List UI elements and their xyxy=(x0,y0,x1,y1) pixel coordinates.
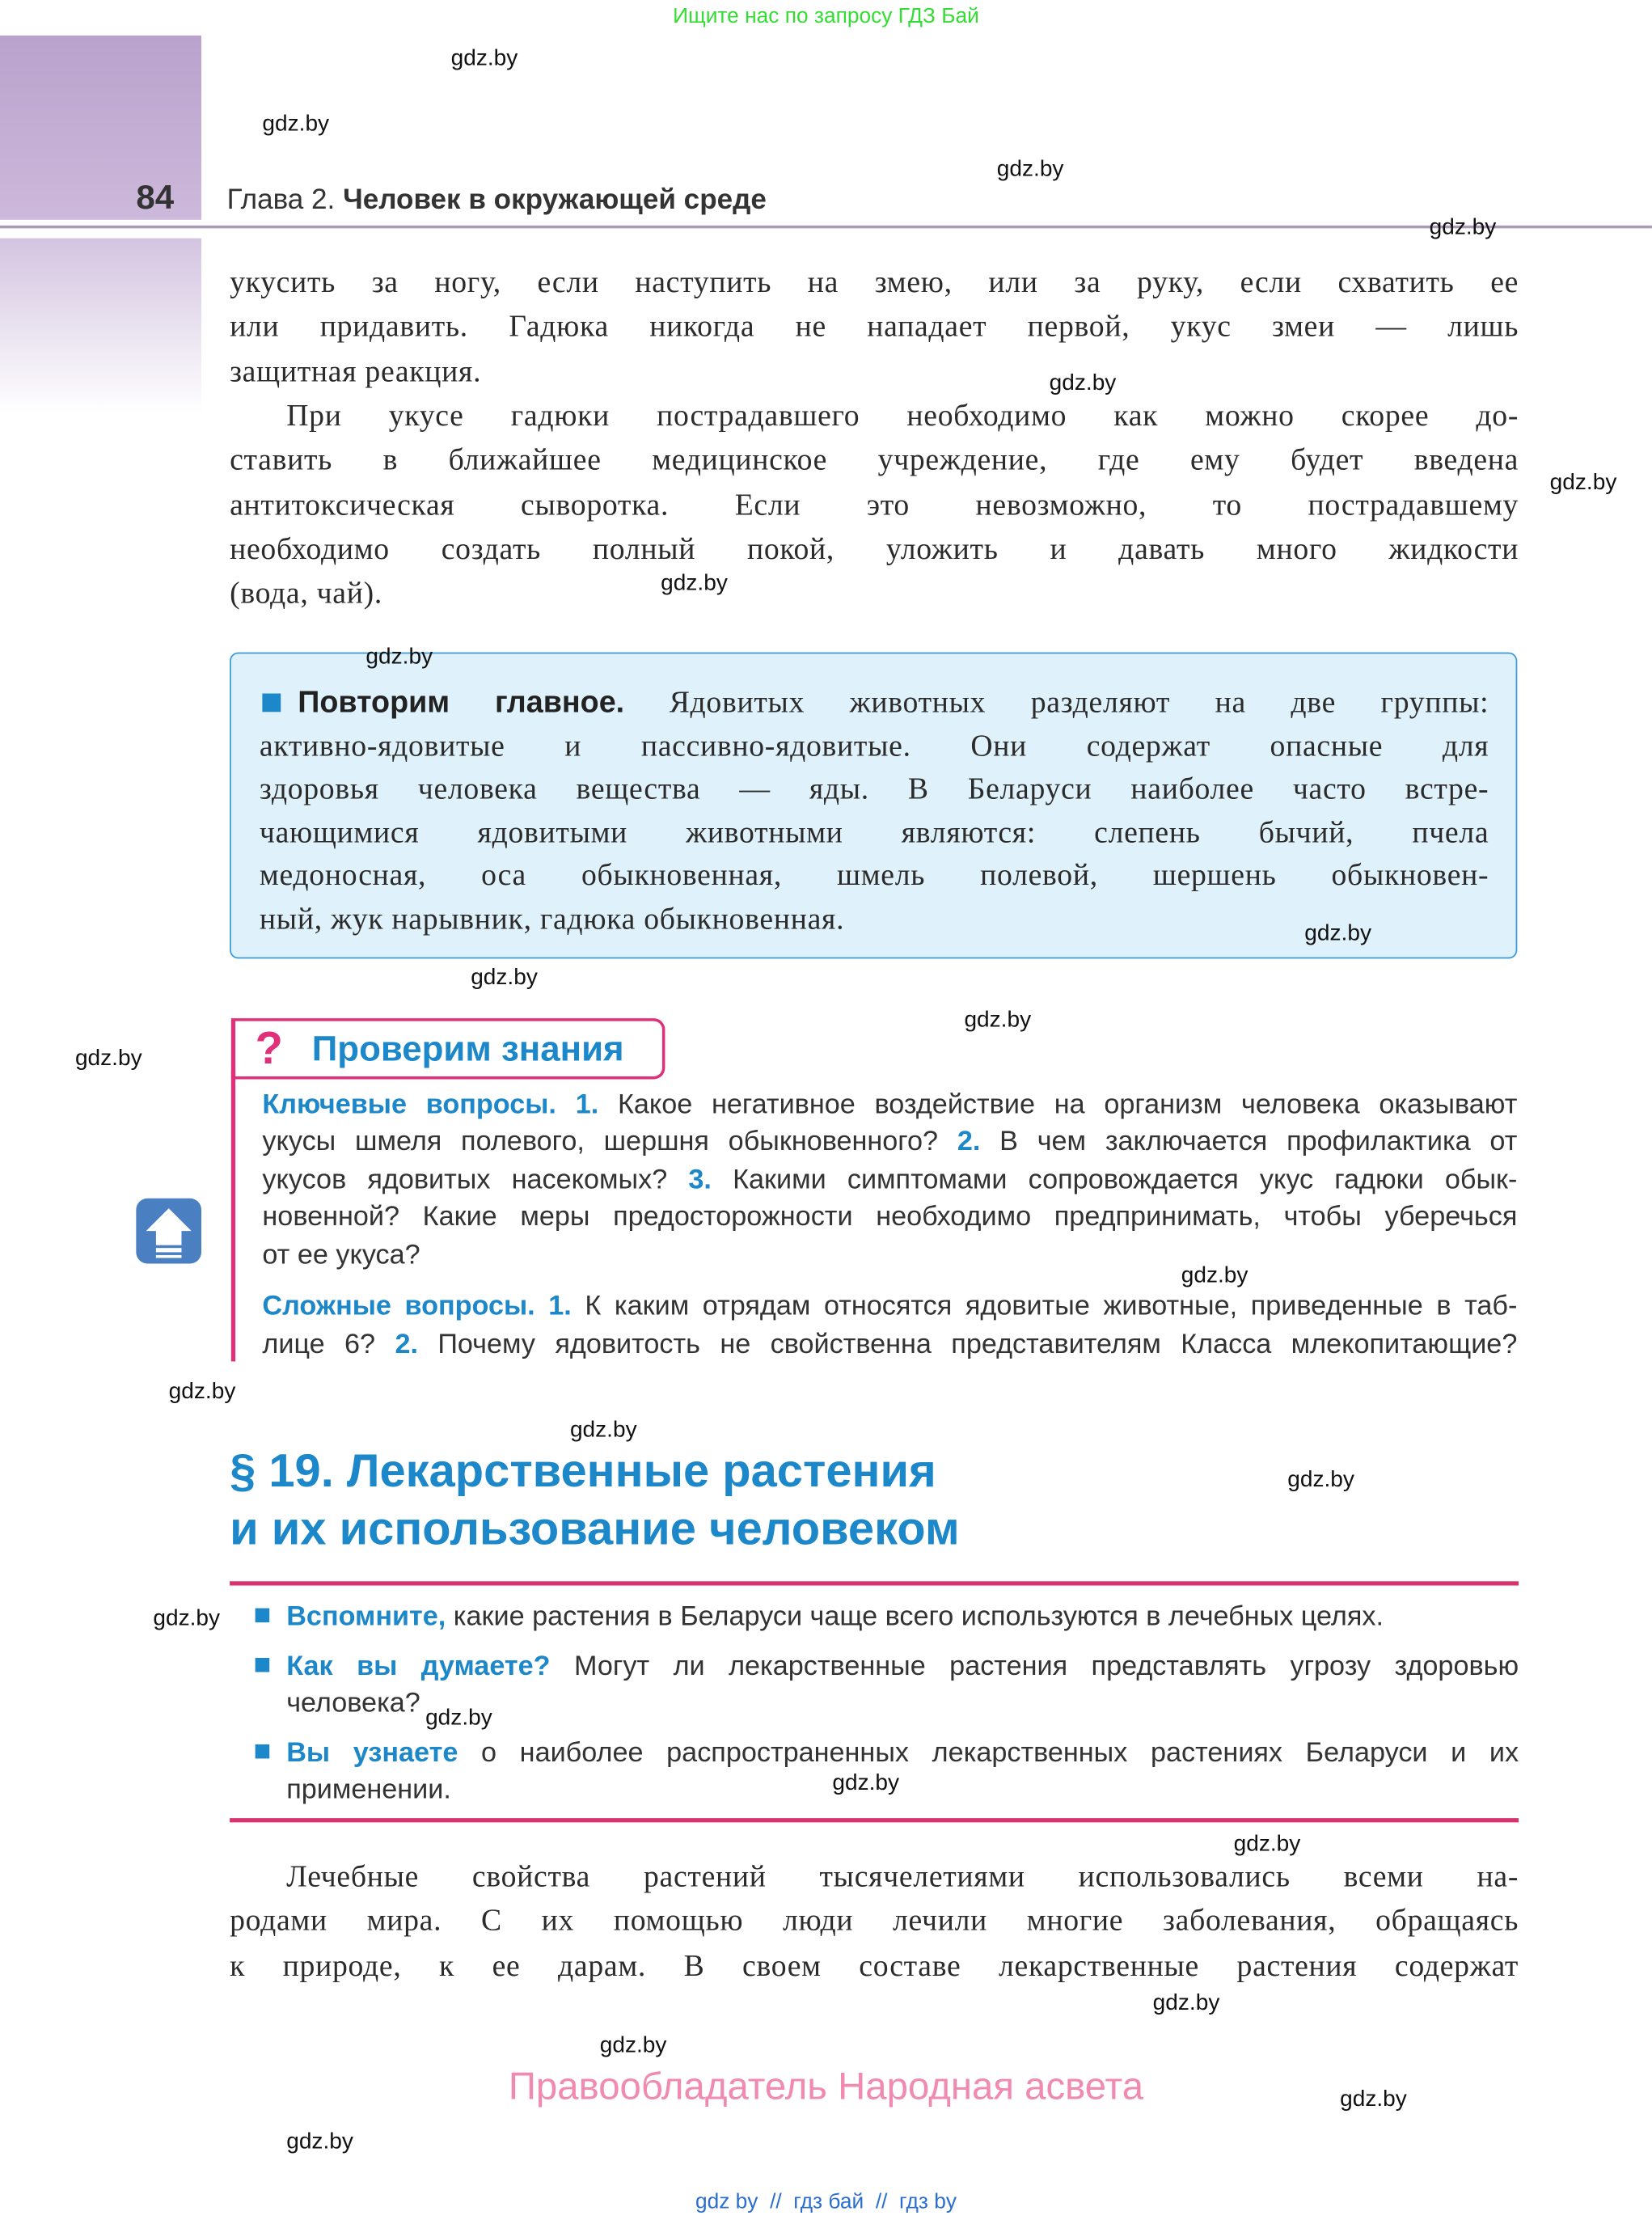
question-text: укусы шмеля полевого, шершня обыкновенного? xyxy=(262,1126,939,1157)
watermark: gdz.by xyxy=(1340,2087,1407,2112)
question-text: В чем заключается профилактика от xyxy=(999,1126,1518,1157)
watermark: gdz.by xyxy=(569,1418,637,1443)
bullet-text: какие растения в Беларуси чаще всего используются в лечебных целях. xyxy=(453,1600,1384,1633)
watermark: gdz.by xyxy=(1287,1467,1354,1492)
watermark: gdz.by xyxy=(661,571,728,596)
watermark: gdz.by xyxy=(1152,1991,1220,2015)
bullet-square-icon xyxy=(262,694,281,712)
watermark: gdz.by xyxy=(964,1008,1032,1033)
bullet-line xyxy=(286,1735,1519,1772)
page-number: 84 xyxy=(136,178,175,218)
bullet-line xyxy=(286,1598,1519,1635)
bullet-square-icon xyxy=(256,1658,270,1672)
watermark: gdz.by xyxy=(1429,215,1497,240)
watermark: gdz.by xyxy=(262,112,330,137)
question-line xyxy=(262,1287,1517,1325)
pink-rule-top xyxy=(230,1581,1519,1585)
question-text: К каким отрядам относятся ядовитые животные, приведенные в таб- xyxy=(585,1290,1518,1322)
summary-first-line-text: Ядовитых животных разделяют на две группы: xyxy=(669,684,1489,720)
question-text: Почему ядовитость не свойственна представителям Класса млекопитающие? xyxy=(437,1329,1518,1360)
check-knowledge-tab xyxy=(231,1018,665,1079)
top-banner[interactable]: Ищите нас по запросу ГДЗ Бай xyxy=(673,4,979,29)
bullet-label: Вы узнаете xyxy=(286,1737,458,1769)
question-number: 1. xyxy=(575,1089,599,1121)
watermark: gdz.by xyxy=(832,1771,900,1796)
key-questions-label: Ключевые вопросы. xyxy=(262,1089,556,1121)
text-line: родами мира. С их помощью люди лечили многие заболевания, обращаясь xyxy=(230,1903,1519,1938)
text-line: ставить в ближайшее медицинское учреждение, где ему будет введена xyxy=(230,442,1519,477)
question-text: укусов ядовитых насекомых? xyxy=(262,1164,668,1196)
question-number: 1. xyxy=(548,1290,572,1322)
text-line: необходимо создать полный покой, уложить и давать много жидкости xyxy=(230,531,1519,566)
question-line xyxy=(262,1326,1517,1364)
bullet-label: Вспомните, xyxy=(286,1600,446,1633)
text-line: активно-ядовитые и пассивно-ядовитые. Они содержат опасные для xyxy=(259,729,1489,763)
watermark: gdz.by xyxy=(1049,371,1117,396)
footer-links[interactable]: gdz by // гдз бай // гдз by xyxy=(695,2189,957,2214)
question-text: Какое негативное воздействие на организм человека оказывают xyxy=(617,1089,1518,1121)
text-line: (вода, чай). xyxy=(230,575,383,611)
bullet-square-icon xyxy=(256,1744,270,1759)
text-line: защитная реакция. xyxy=(230,354,482,389)
home-arrow-icon xyxy=(136,1199,201,1264)
check-knowledge-title: Проверим знания xyxy=(311,1030,624,1070)
watermark: gdz.by xyxy=(1233,1832,1301,1857)
question-line xyxy=(262,1086,1517,1123)
text-line: При укусе гадюки пострадавшего необходимо как можно скорее до- xyxy=(286,398,1519,433)
question-text: лице 6? xyxy=(262,1329,376,1360)
watermark: gdz.by xyxy=(1181,1263,1249,1288)
section-title-line-1: § 19. Лекарственные растения xyxy=(230,1444,936,1497)
watermark: gdz.by xyxy=(153,1606,221,1631)
watermark: gdz.by xyxy=(1549,471,1617,496)
text-line: ный, жук нарывник, гадюка обыкновенная. xyxy=(259,902,845,937)
question-number: 3. xyxy=(688,1164,712,1196)
watermark: gdz.by xyxy=(74,1046,142,1071)
bullet-text: о наиболее распространенных лекарственных растениях Беларуси и их xyxy=(481,1737,1519,1769)
pink-rule-bottom xyxy=(230,1818,1519,1822)
watermark: gdz.by xyxy=(286,2129,353,2154)
chapter-header xyxy=(227,184,767,217)
question-number: 2. xyxy=(395,1329,418,1360)
bullet-line xyxy=(286,1648,1519,1685)
text-line: Лечебные свойства растений тысячелетиями использовались всеми на- xyxy=(286,1858,1519,1894)
questions-pink-rule xyxy=(231,1071,235,1361)
watermark: gdz.by xyxy=(425,1706,492,1731)
question-mark-icon: ? xyxy=(255,1022,283,1074)
bullet-square-icon xyxy=(256,1609,270,1623)
watermark: gdz.by xyxy=(996,157,1064,182)
text-line: здоровья человека вещества — яды. В Беларуси наиболее часто встре- xyxy=(259,771,1489,806)
copyright-notice: Правообладатель Народная асвета xyxy=(508,2065,1144,2108)
question-text: Какими симптомами сопровождается укус гадюки обык- xyxy=(733,1164,1518,1196)
text-line: укусить за ногу, если наступить на змею, или за руку, если схватить ее xyxy=(230,264,1519,300)
purple-margin-fade xyxy=(0,239,201,416)
chapter-prefix: Глава 2. xyxy=(226,184,336,216)
header-rule xyxy=(0,226,1652,229)
question-line xyxy=(262,1161,1517,1199)
watermark: gdz.by xyxy=(450,46,518,71)
question-line xyxy=(262,1123,1517,1161)
watermark: gdz.by xyxy=(365,645,433,670)
question-line: новенной? Какие меры предосторожности необходимо предпринимать, чтобы уберечься xyxy=(262,1201,1518,1233)
summary-title: Повторим главное. xyxy=(298,684,625,720)
text-line: антитоксическая сыворотка. Если это невозможно, то пострадавшему xyxy=(230,488,1519,522)
text-line: к природе, к ее дарам. В своем составе лекарственные растения содержат xyxy=(230,1948,1519,1983)
chapter-title: Человек в окружающей среде xyxy=(343,184,767,216)
text-line: или придавить. Гадюка никогда не нападает первой, укус змеи — лишь xyxy=(230,309,1519,344)
bullet-line: человека? xyxy=(286,1687,420,1719)
home-icon[interactable] xyxy=(136,1199,201,1264)
bullet-text: Могут ли лекарственные растения представлять угрозу здоровью xyxy=(574,1651,1519,1682)
watermark: gdz.by xyxy=(1304,921,1371,946)
watermark: gdz.by xyxy=(168,1380,236,1405)
question-number: 2. xyxy=(957,1126,981,1157)
text-line: медоносная, оса обыкновенная, шмель полевой, шершень обыкновен- xyxy=(259,857,1489,893)
hard-questions-label: Сложные вопросы. xyxy=(262,1290,535,1322)
bullet-line: применении. xyxy=(286,1774,451,1806)
text-line: чающимися ядовитыми животными являются: слепень бычий, пчела xyxy=(259,815,1489,850)
bullet-label: Как вы думаете? xyxy=(286,1651,551,1682)
section-title-line-2: и их использование человеком xyxy=(230,1502,960,1554)
watermark: gdz.by xyxy=(471,966,538,991)
question-line: от ее укуса? xyxy=(262,1239,420,1271)
watermark: gdz.by xyxy=(599,2033,667,2058)
summary-first-line xyxy=(298,681,1489,725)
